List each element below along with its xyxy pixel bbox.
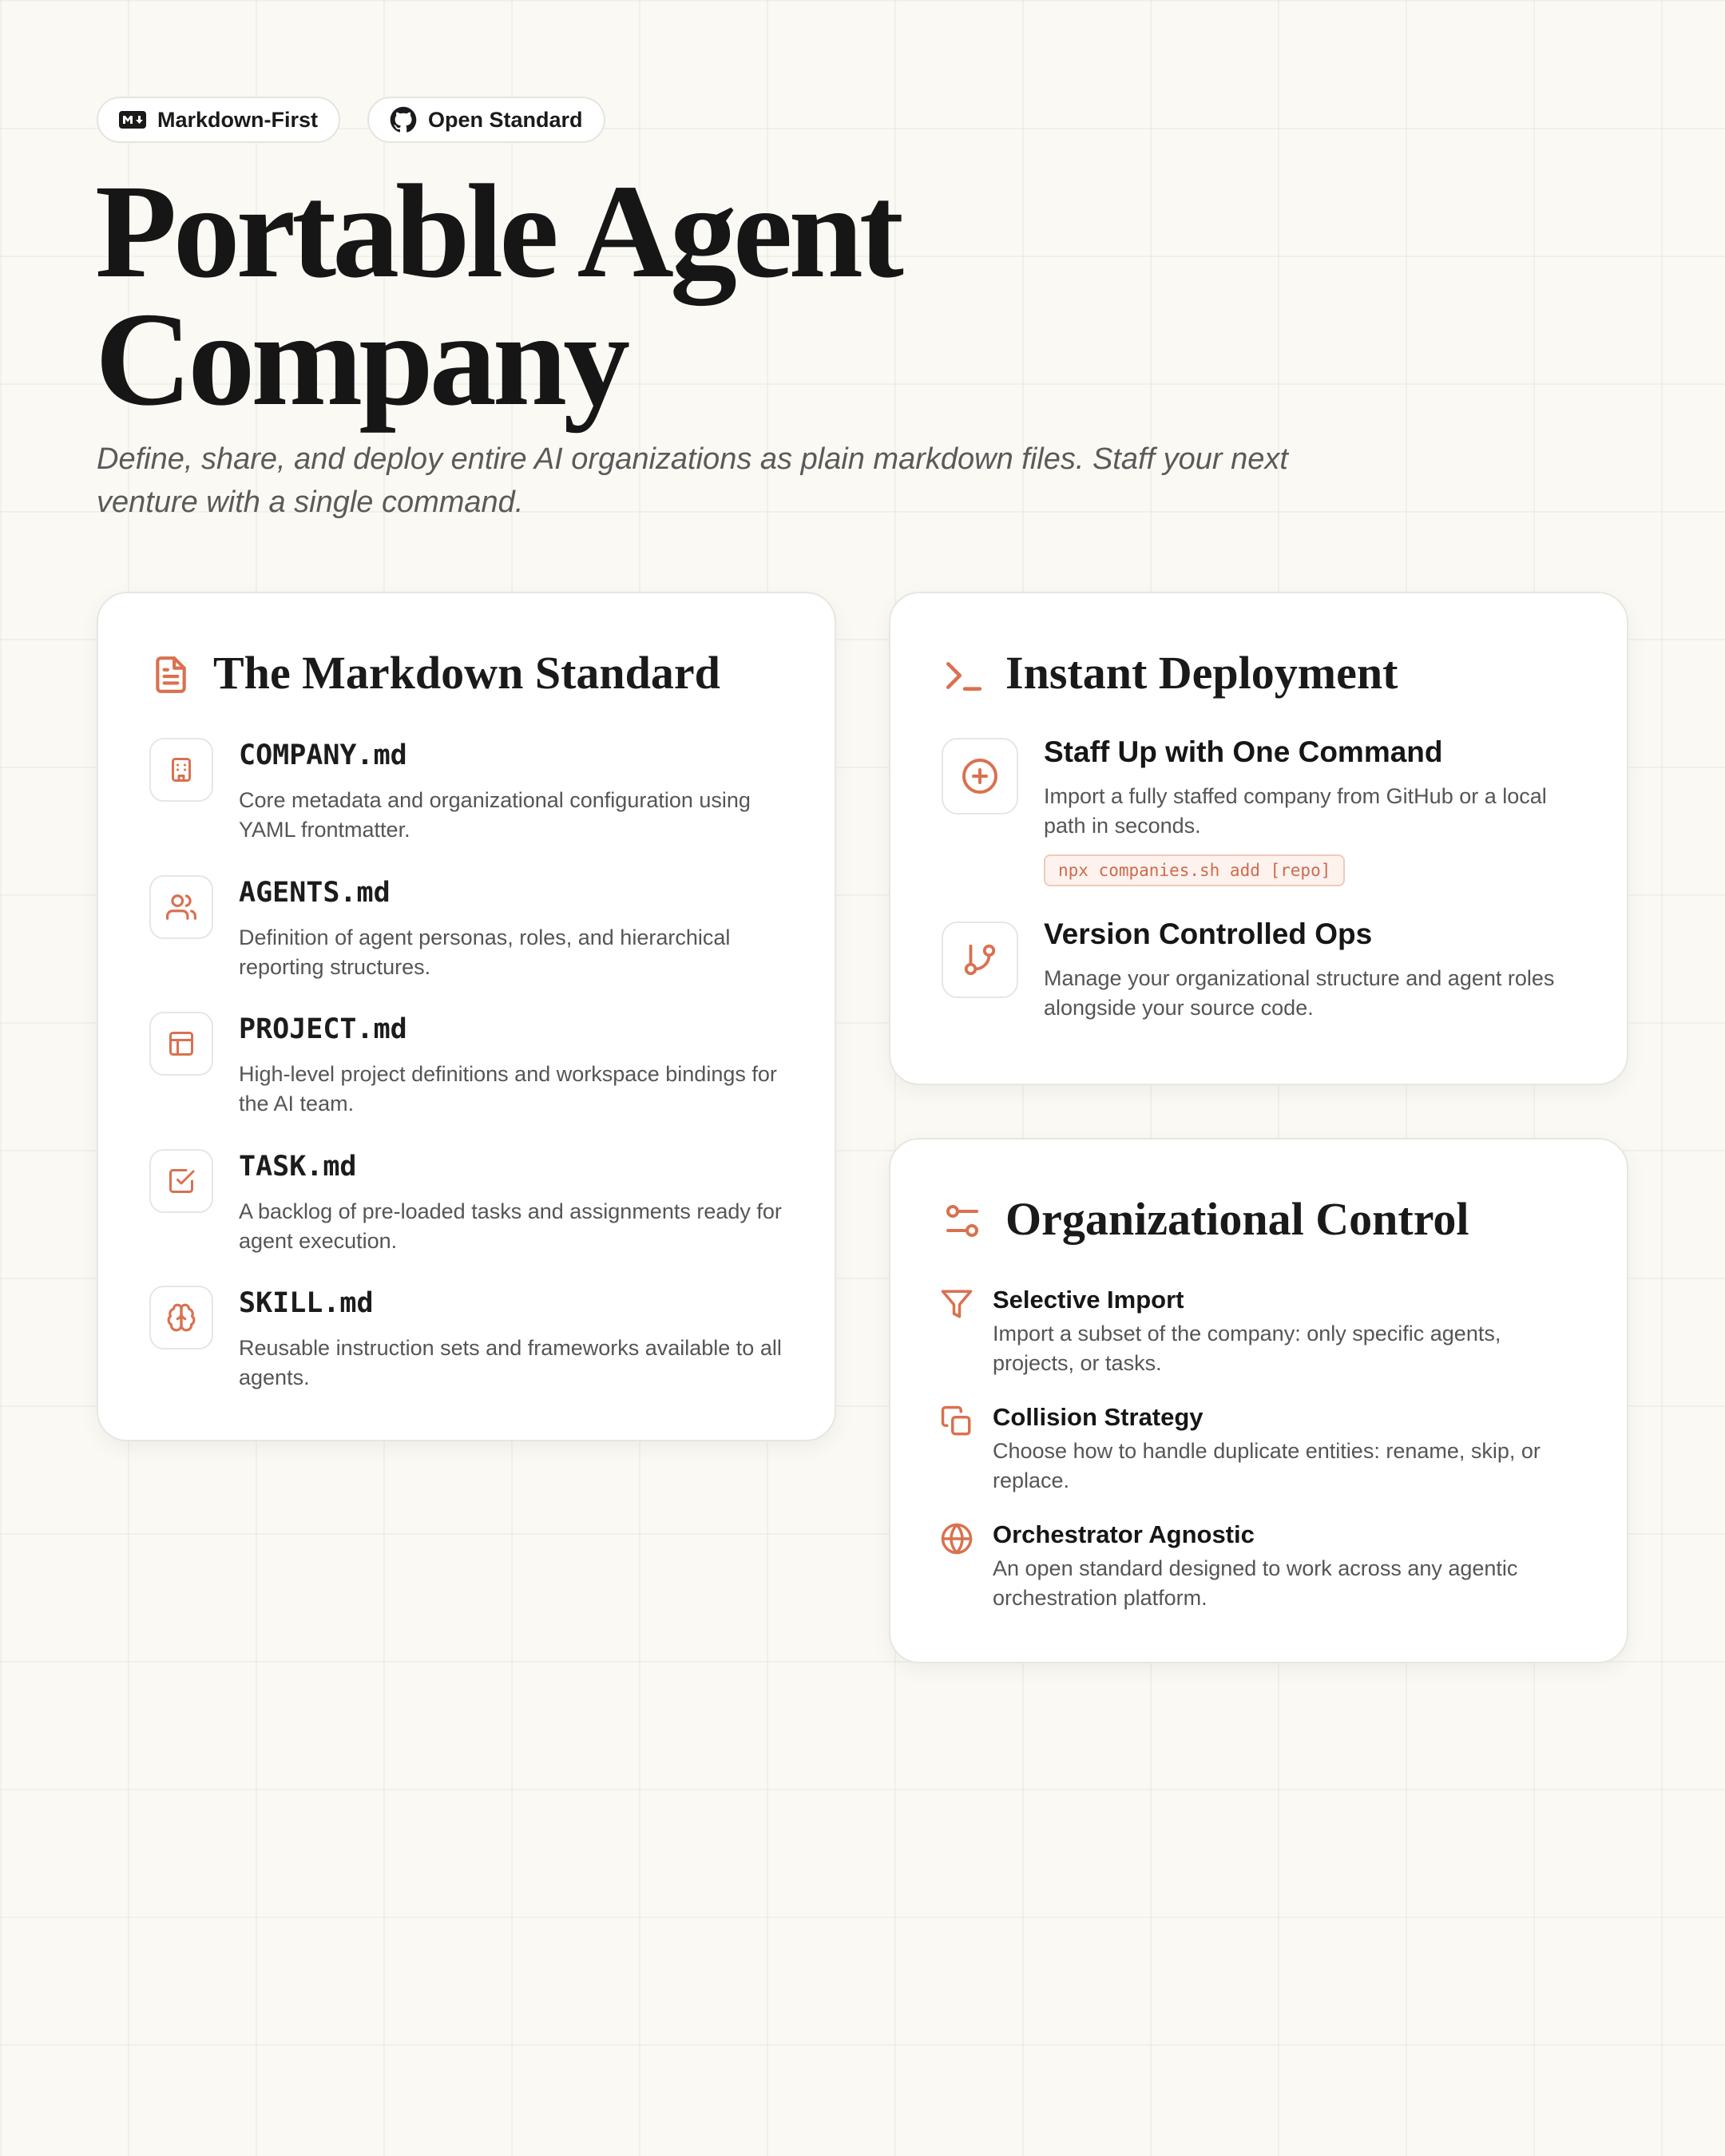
- copy-icon: [940, 1405, 974, 1442]
- feature-description: An open standard designed to work across any agentic orchestration platform.: [993, 1556, 1518, 1610]
- feature-title: Version Controlled Ops: [1044, 917, 1373, 950]
- markdown-icon: [119, 111, 146, 129]
- badge-row: [97, 97, 605, 143]
- brain-icon: [149, 1286, 213, 1349]
- building-icon: [149, 738, 213, 802]
- organizational-control-card: [889, 1138, 1628, 1663]
- file-description: Reusable instruction sets and frameworks available to all agents.: [239, 1336, 782, 1389]
- feature-description: Import a fully staffed company from GitHub or a local path in seconds.: [1044, 784, 1547, 838]
- file-description: A backlog of pre-loaded tasks and assignments ready for agent execution.: [239, 1199, 782, 1253]
- feature-title: Collision Strategy: [993, 1403, 1204, 1431]
- file-name: TASK.md: [239, 1151, 357, 1183]
- badge-label: Open Standard: [428, 107, 583, 132]
- markdown-standard-card: [97, 592, 836, 1441]
- terminal-icon: [943, 657, 983, 698]
- badge-markdown-first: [97, 97, 340, 143]
- page-title: [95, 157, 900, 434]
- feature-title: Staff Up with One Command: [1044, 735, 1443, 768]
- card-title: The Markdown Standard: [213, 647, 720, 699]
- file-name: SKILL.md: [239, 1287, 374, 1319]
- feature-description: Choose how to handle duplicate entities: rename, skip, or replace.: [993, 1439, 1541, 1492]
- feature-description: Import a subset of the company: only specific agents, projects, or tasks.: [993, 1322, 1501, 1375]
- file-description: Core metadata and organizational configuration using YAML frontmatter.: [239, 788, 751, 842]
- file-text-icon: [151, 652, 191, 701]
- check-square-icon: [149, 1149, 213, 1213]
- card-title: Organizational Control: [1005, 1193, 1469, 1245]
- page-title-line1: Portable Agent: [95, 157, 900, 306]
- github-icon: [390, 106, 417, 133]
- page-subtitle: Define, share, and deploy entire AI organizations as plain markdown files. Staff your next venture with a single command.: [97, 442, 1288, 519]
- command-snippet: npx companies.sh add [repo]: [1044, 854, 1345, 886]
- sliders-icon: [943, 1202, 981, 1244]
- instant-deployment-card: [889, 592, 1628, 1085]
- badge-label: Markdown-First: [157, 107, 319, 132]
- feature-title: Selective Import: [993, 1286, 1184, 1314]
- file-description: High-level project definitions and workspace bindings for the AI team.: [239, 1062, 777, 1116]
- card-title: Instant Deployment: [1005, 647, 1398, 699]
- filter-icon: [940, 1287, 974, 1325]
- badge-open-standard: [367, 97, 605, 143]
- feature-description: Manage your organizational structure and agent roles alongside your source code.: [1044, 966, 1555, 1020]
- globe-icon: [940, 1522, 974, 1560]
- users-icon: [149, 875, 213, 939]
- file-name: COMPANY.md: [239, 739, 407, 771]
- plus-circle-icon: [942, 738, 1018, 814]
- layout-icon: [149, 1012, 213, 1076]
- feature-title: Orchestrator Agnostic: [993, 1520, 1255, 1548]
- file-name: PROJECT.md: [239, 1013, 407, 1045]
- file-description: Definition of agent personas, roles, and hierarchical reporting structures.: [239, 925, 731, 979]
- file-name: AGENTS.md: [239, 877, 391, 909]
- git-branch-icon: [942, 921, 1018, 998]
- page-title-line2: Company: [95, 285, 627, 434]
